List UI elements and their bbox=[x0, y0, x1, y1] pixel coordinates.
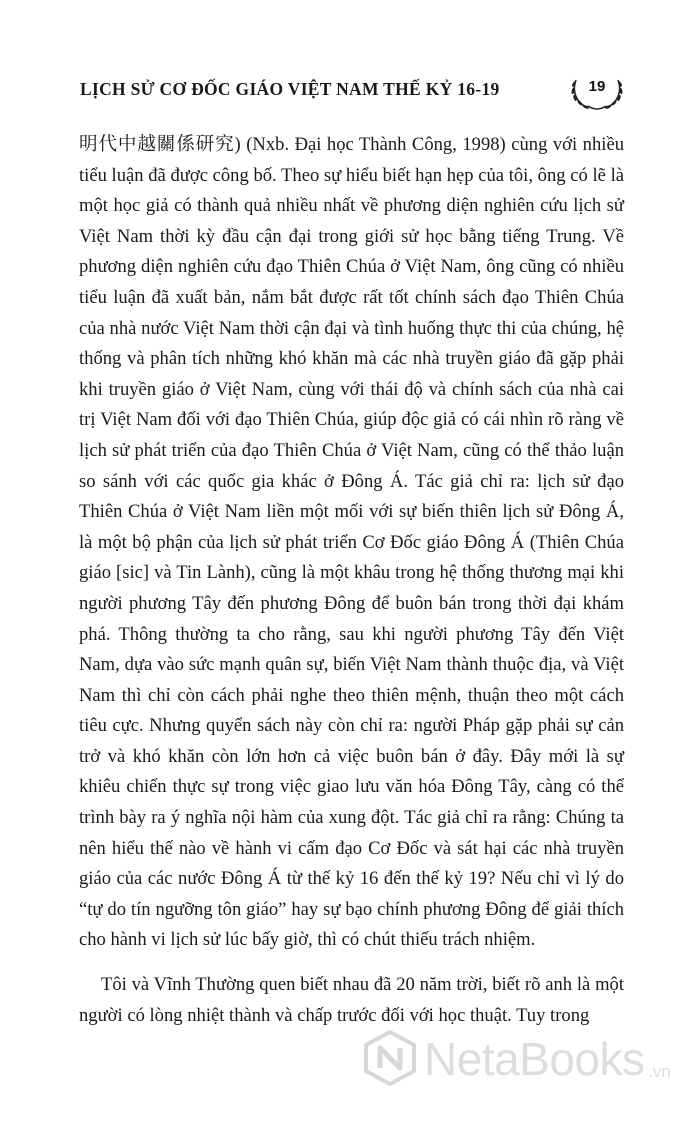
body-paragraph: 明代中越關係研究) (Nxb. Đại học Thành Công, 1998) cùng với nhiều tiểu luận đã được công bố. Theo sự hiểu biết hạn hẹp của tôi, ông có lẽ là một học giả có thành quả nhiều nhất về phương diện nghiên cứu lịch sử Việt Nam thời kỳ đầu cận đại trong giới sử học bằng tiếng Trung. Về phương diện nghiên cứu đạo Thiên Chúa ở Việt Nam, ông cũng có nhiều tiểu luận đã xuất bản, nắm bắt được rất tốt chính sách đạo Thiên Chúa của nhà nước Việt Nam thời cận đại và tình huống thực thi của chúng, hệ thống và phân tích những khó khăn mà các nhà truyền giáo đã gặp phải khi truyền giáo ở Việt Nam, cùng với thái độ và chính sách của nhà cai trị Việt Nam đối với đạo Thiên Chúa, giúp độc giả có cái nhìn rõ ràng về lịch sử phát triển của đạo Thiên Chúa ở Việt Nam, cũng có thể thảo luận so sánh với các quốc gia khác ở Đông Á. Tác giả chỉ ra: lịch sử đạo Thiên Chúa ở Việt Nam liền một mối với sự biến thiên lịch sử Đông Á, là một bộ phận của lịch sử phát triển Cơ Đốc giáo Đông Á (Thiên Chúa giáo [sic] và Tin Lành), cũng là một khâu trong hệ thống thương mại khi người phương Tây đến phương Đông để buôn bán trong thời đại khám phá. Thông thường ta cho rằng, sau khi người phương Tây đến Việt Nam, dựa vào sức mạnh quân sự, biến Việt Nam thành thuộc địa, và Việt Nam thì chỉ còn cách phải nghe theo thiên mệnh, thuận theo một cách tiêu cực. Nhưng quyển sách này còn chỉ ra: người Pháp gặp phải sự cản trở và khó khăn còn lớn hơn cả việc buôn bán ở đây. Đây mới là sự khiêu chiến thực sự trong việc giao lưu văn hóa Đông Tây, càng có thể trình bày ra ý nghĩa nội hàm của xung đột. Tác giả chỉ ra rằng: Chúng ta nên hiểu thế nào về hành vi cấm đạo Cơ Đốc và sát hại các nhà truyền giáo của các nước Đông Á từ thế kỷ 16 đến thế kỷ 19? Nếu chỉ vì lý do “tự do tín ngưỡng tôn giáo” hay sự bạo chính phương Đông để giải thích cho hành vi lịch sử lúc bấy giờ, thì có chút thiếu trách nhiệm. bbox=[79, 134, 624, 951]
main-text bbox=[79, 130, 624, 1031]
page-number-badge bbox=[566, 66, 628, 116]
watermark-domain-suffix: .vn bbox=[648, 1062, 671, 1081]
running-header-title: LỊCH SỬ CƠ ĐỐC GIÁO VIỆT NAM THẾ KỶ 16-19 bbox=[80, 79, 500, 99]
netabooks-logo-icon bbox=[362, 1030, 418, 1086]
watermark-brand: NetaBooks bbox=[424, 1033, 645, 1085]
page-number: 19 bbox=[588, 78, 606, 95]
body-paragraph: Tôi và Vĩnh Thường quen biết nhau đã 20 năm trời, biết rõ anh là một người có lòng nhiệt thành và chấp trước đối với học thuật. Tuy trong bbox=[79, 974, 624, 1026]
publisher-watermark bbox=[362, 1024, 682, 1104]
